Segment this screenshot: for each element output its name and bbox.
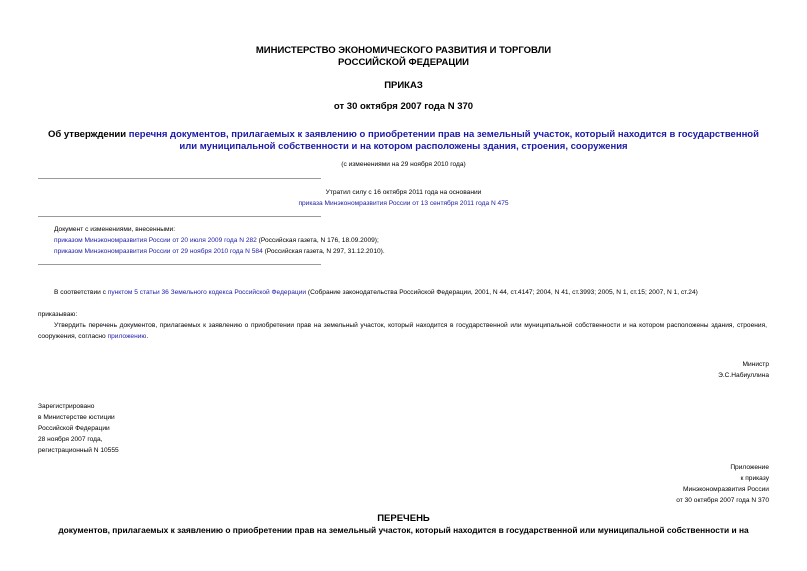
title-prefix: Об утверждении	[48, 129, 129, 140]
amendments-heading: Документ с изменениями, внесенными:	[54, 226, 176, 233]
document-type: ПРИКАЗ	[384, 80, 423, 91]
appendix-heading: ПЕРЕЧЕНЬ	[377, 513, 430, 524]
amendment-link[interactable]: приказом Минэкономразвития России от 20 июля 2009 года N 282	[54, 237, 257, 244]
repeal-status: Утратил силу с 16 октября 2011 года на основании	[325, 189, 482, 196]
amendment-source: (Российская газета, N 176, 18.09.2009);	[256, 237, 379, 244]
order-end: .	[146, 333, 149, 340]
land-code-link[interactable]: пунктом 5 статьи 36 Земельного кодекса Российской Федерации	[107, 289, 307, 296]
amendment-link[interactable]: приказом Минэкономразвития России от 29 ноября 2010 года N 584	[54, 248, 263, 255]
amendments-note: (с изменениями на 29 ноября 2010 года)	[341, 161, 466, 168]
appendix-ref-line: Приложение	[730, 464, 769, 471]
order-verb: приказываю:	[38, 311, 78, 318]
registration-line: регистрационный N 10555	[38, 447, 119, 454]
registration-line: в Министерстве юстиции	[38, 414, 115, 421]
appendix-subheading: документов, прилагаемых к заявлению о приобретении прав на земельный участок, который находится в государственной или муниципальной собственности и на	[58, 525, 749, 535]
repeal-order-link[interactable]: приказа Минэкономразвития России от 13 сентября 2011 года N 475	[298, 200, 509, 207]
order-body: Утвердить перечень документов, прилагаемых к заявлению о приобретении прав на земельный участок, который находится в государственной или муниципальной собственности и на котором расположены здания, строения, сооружения, согласно	[38, 322, 767, 340]
amendment-source: (Российская газета, N 297, 31.12.2010).	[262, 248, 385, 255]
document-title	[45, 129, 762, 153]
order-text	[38, 320, 767, 342]
signatory-position: Министр	[742, 361, 769, 368]
preamble	[54, 287, 698, 298]
divider	[38, 178, 321, 179]
appendix-ref-line: от 30 октября 2007 года N 370	[676, 497, 769, 504]
ministry-name-line2: РОССИЙСКОЙ ФЕДЕРАЦИИ	[337, 57, 469, 68]
appendix-ref-line: Минэкономразвития России	[683, 486, 769, 493]
preamble-suffix: (Собрание законодательства Российской Федерации, 2001, N 44, ст.4147; 2004, N 41, ст.3993; 2005, N 1, ст.15; 2007, N 1, ст.24)	[306, 289, 698, 296]
appendix-link[interactable]: приложению	[107, 333, 147, 340]
registration-line: 28 ноября 2007 года,	[38, 436, 103, 443]
amendment-item	[54, 247, 385, 257]
divider	[38, 216, 321, 217]
signatory-name: Э.С.Набиуллина	[718, 372, 769, 379]
appendix-ref-line: к приказу	[740, 475, 769, 482]
document-date: от 30 октября 2007 года N 370	[333, 101, 474, 112]
registration-line: Российской Федерации	[38, 425, 110, 432]
registration-line: Зарегистрировано	[38, 403, 95, 410]
divider	[38, 264, 321, 265]
preamble-prefix: В соответствии с	[54, 289, 108, 296]
title-link[interactable]: перечня документов, прилагаемых к заявлению о приобретении прав на земельный участок, который находится в государственной или муниципальной собственности и на котором расположены здания, строения, сооружения	[128, 129, 759, 152]
amendment-item	[54, 236, 379, 246]
ministry-name-line1: МИНИСТЕРСТВО ЭКОНОМИЧЕСКОГО РАЗВИТИЯ И ТОРГОВЛИ	[255, 45, 552, 56]
